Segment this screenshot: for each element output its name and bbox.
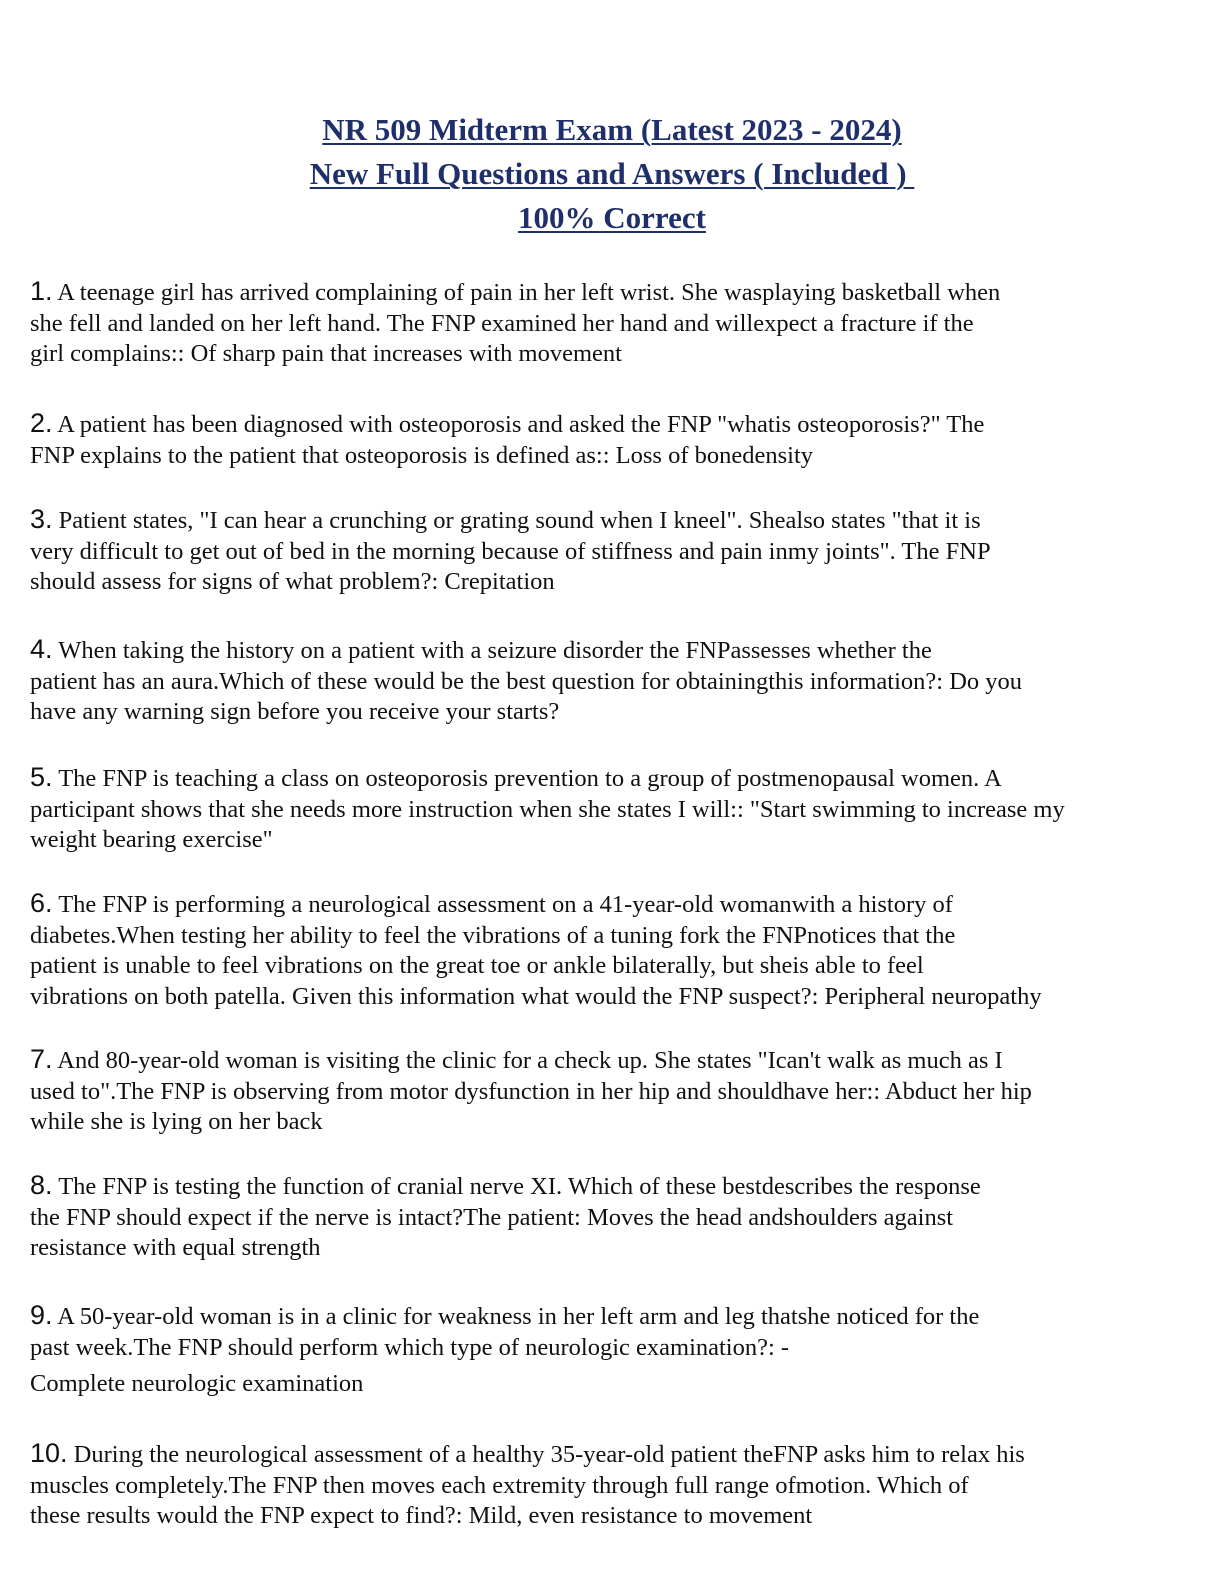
question-line: while she is lying on her back — [30, 1108, 323, 1135]
title-line-1: NR 509 Midterm Exam (Latest 2023 - 2024) — [322, 112, 902, 147]
question-line — [30, 1300, 1200, 1333]
question-line: very difficult to get out of bed in the morning because of stiffness and pain inmy joints". The FNP — [30, 537, 991, 565]
question-text: During the neurological assessment of a healthy 35-year-old patient theFNP asks him to relax his — [67, 1441, 1025, 1468]
question-3 — [30, 504, 1200, 598]
question-line — [30, 276, 1200, 309]
question-line: these results would the FNP expect to find?: Mild, even resistance to movement — [30, 1502, 813, 1529]
question-text: And 80-year-old woman is visiting the clinic for a check up. She states "Ican't walk as much as I — [52, 1047, 1003, 1074]
question-line: muscles completely.The FNP then moves each extremity through full range ofmotion. Which of — [30, 1471, 969, 1499]
question-text: Patient states, "I can hear a crunching or grating sound when I kneel". Shealso states "that it is — [52, 507, 981, 534]
question-5 — [30, 762, 1200, 856]
question-number: 1. — [30, 276, 53, 306]
question-7 — [30, 1044, 1200, 1138]
question-number: 7. — [30, 1044, 53, 1074]
question-number: 3. — [30, 504, 53, 534]
question-line — [30, 504, 1200, 537]
question-number: 8. — [30, 1170, 53, 1200]
question-line — [30, 634, 1200, 667]
question-line: participant shows that she needs more instruction when she states I will:: "Start swimming to increase my — [30, 795, 1065, 823]
question-text: A 50-year-old woman is in a clinic for weakness in her left arm and leg thatshe noticed for the — [52, 1303, 980, 1330]
question-2 — [30, 408, 1200, 471]
question-line: vibrations on both patella. Given this information what would the FNP suspect?: Peripheral neuropathy — [30, 982, 1042, 1010]
question-number: 9. — [30, 1300, 53, 1330]
question-number: 4. — [30, 634, 53, 664]
question-line — [30, 1438, 1200, 1471]
question-line — [30, 762, 1200, 795]
question-number: 2. — [30, 408, 53, 438]
question-line: Complete neurologic examination — [30, 1370, 364, 1397]
question-line: she fell and landed on her left hand. The FNP examined her hand and willexpect a fracture if the — [30, 309, 974, 337]
question-line: resistance with equal strength — [30, 1234, 321, 1261]
title-line-3: 100% Correct — [518, 200, 706, 235]
question-6 — [30, 888, 1200, 1012]
question-line: diabetes.When testing her ability to feel the vibrations of a tuning fork the FNPnotices that the — [30, 921, 956, 949]
question-line: patient has an aura.Which of these would be the best question for obtainingthis information?: Do you — [30, 667, 1023, 695]
question-line: weight bearing exercise" — [30, 826, 273, 853]
question-line: past week.The FNP should perform which type of neurologic examination?: - — [30, 1333, 790, 1361]
question-line — [30, 1170, 1200, 1203]
question-line: used to".The FNP is observing from motor dysfunction in her hip and shouldhave her:: Abduct her hip — [30, 1077, 1032, 1105]
question-4 — [30, 634, 1200, 728]
question-number: 6. — [30, 888, 53, 918]
question-line: should assess for signs of what problem?: Crepitation — [30, 568, 555, 595]
question-10 — [30, 1438, 1200, 1532]
title-line-2: New Full Questions and Answers ( Included ) — [309, 156, 915, 191]
question-text: A teenage girl has arrived complaining of pain in her left wrist. She wasplaying basketball when — [52, 279, 1001, 306]
question-8 — [30, 1170, 1200, 1264]
question-text: When taking the history on a patient with a seizure disorder the FNPassesses whether the — [52, 637, 932, 664]
question-text: The FNP is teaching a class on osteoporosis prevention to a group of postmenopausal women. A — [52, 765, 1002, 792]
question-line — [30, 1044, 1200, 1077]
question-line: have any warning sign before you receive your starts? — [30, 698, 560, 725]
question-line — [30, 888, 1200, 921]
question-9 — [30, 1300, 1200, 1400]
question-line: the FNP should expect if the nerve is intact?The patient: Moves the head andshoulders against — [30, 1203, 954, 1231]
question-text: The FNP is performing a neurological assessment on a 41-year-old womanwith a history of — [52, 891, 953, 918]
question-number: 5. — [30, 762, 53, 792]
question-line: patient is unable to feel vibrations on the great toe or ankle bilaterally, but sheis able to feel — [30, 952, 924, 979]
question-number: 10. — [30, 1438, 68, 1468]
document-title — [0, 108, 1224, 240]
question-line: girl complains:: Of sharp pain that increases with movement — [30, 340, 622, 367]
question-1 — [30, 276, 1200, 370]
question-line: FNP explains to the patient that osteoporosis is defined as:: Loss of bonedensity — [30, 441, 813, 469]
question-text: A patient has been diagnosed with osteoporosis and asked the FNP "whatis osteoporosis?" The — [52, 411, 985, 438]
question-line — [30, 408, 1200, 441]
question-text: The FNP is testing the function of cranial nerve XI. Which of these bestdescribes the response — [52, 1173, 981, 1200]
